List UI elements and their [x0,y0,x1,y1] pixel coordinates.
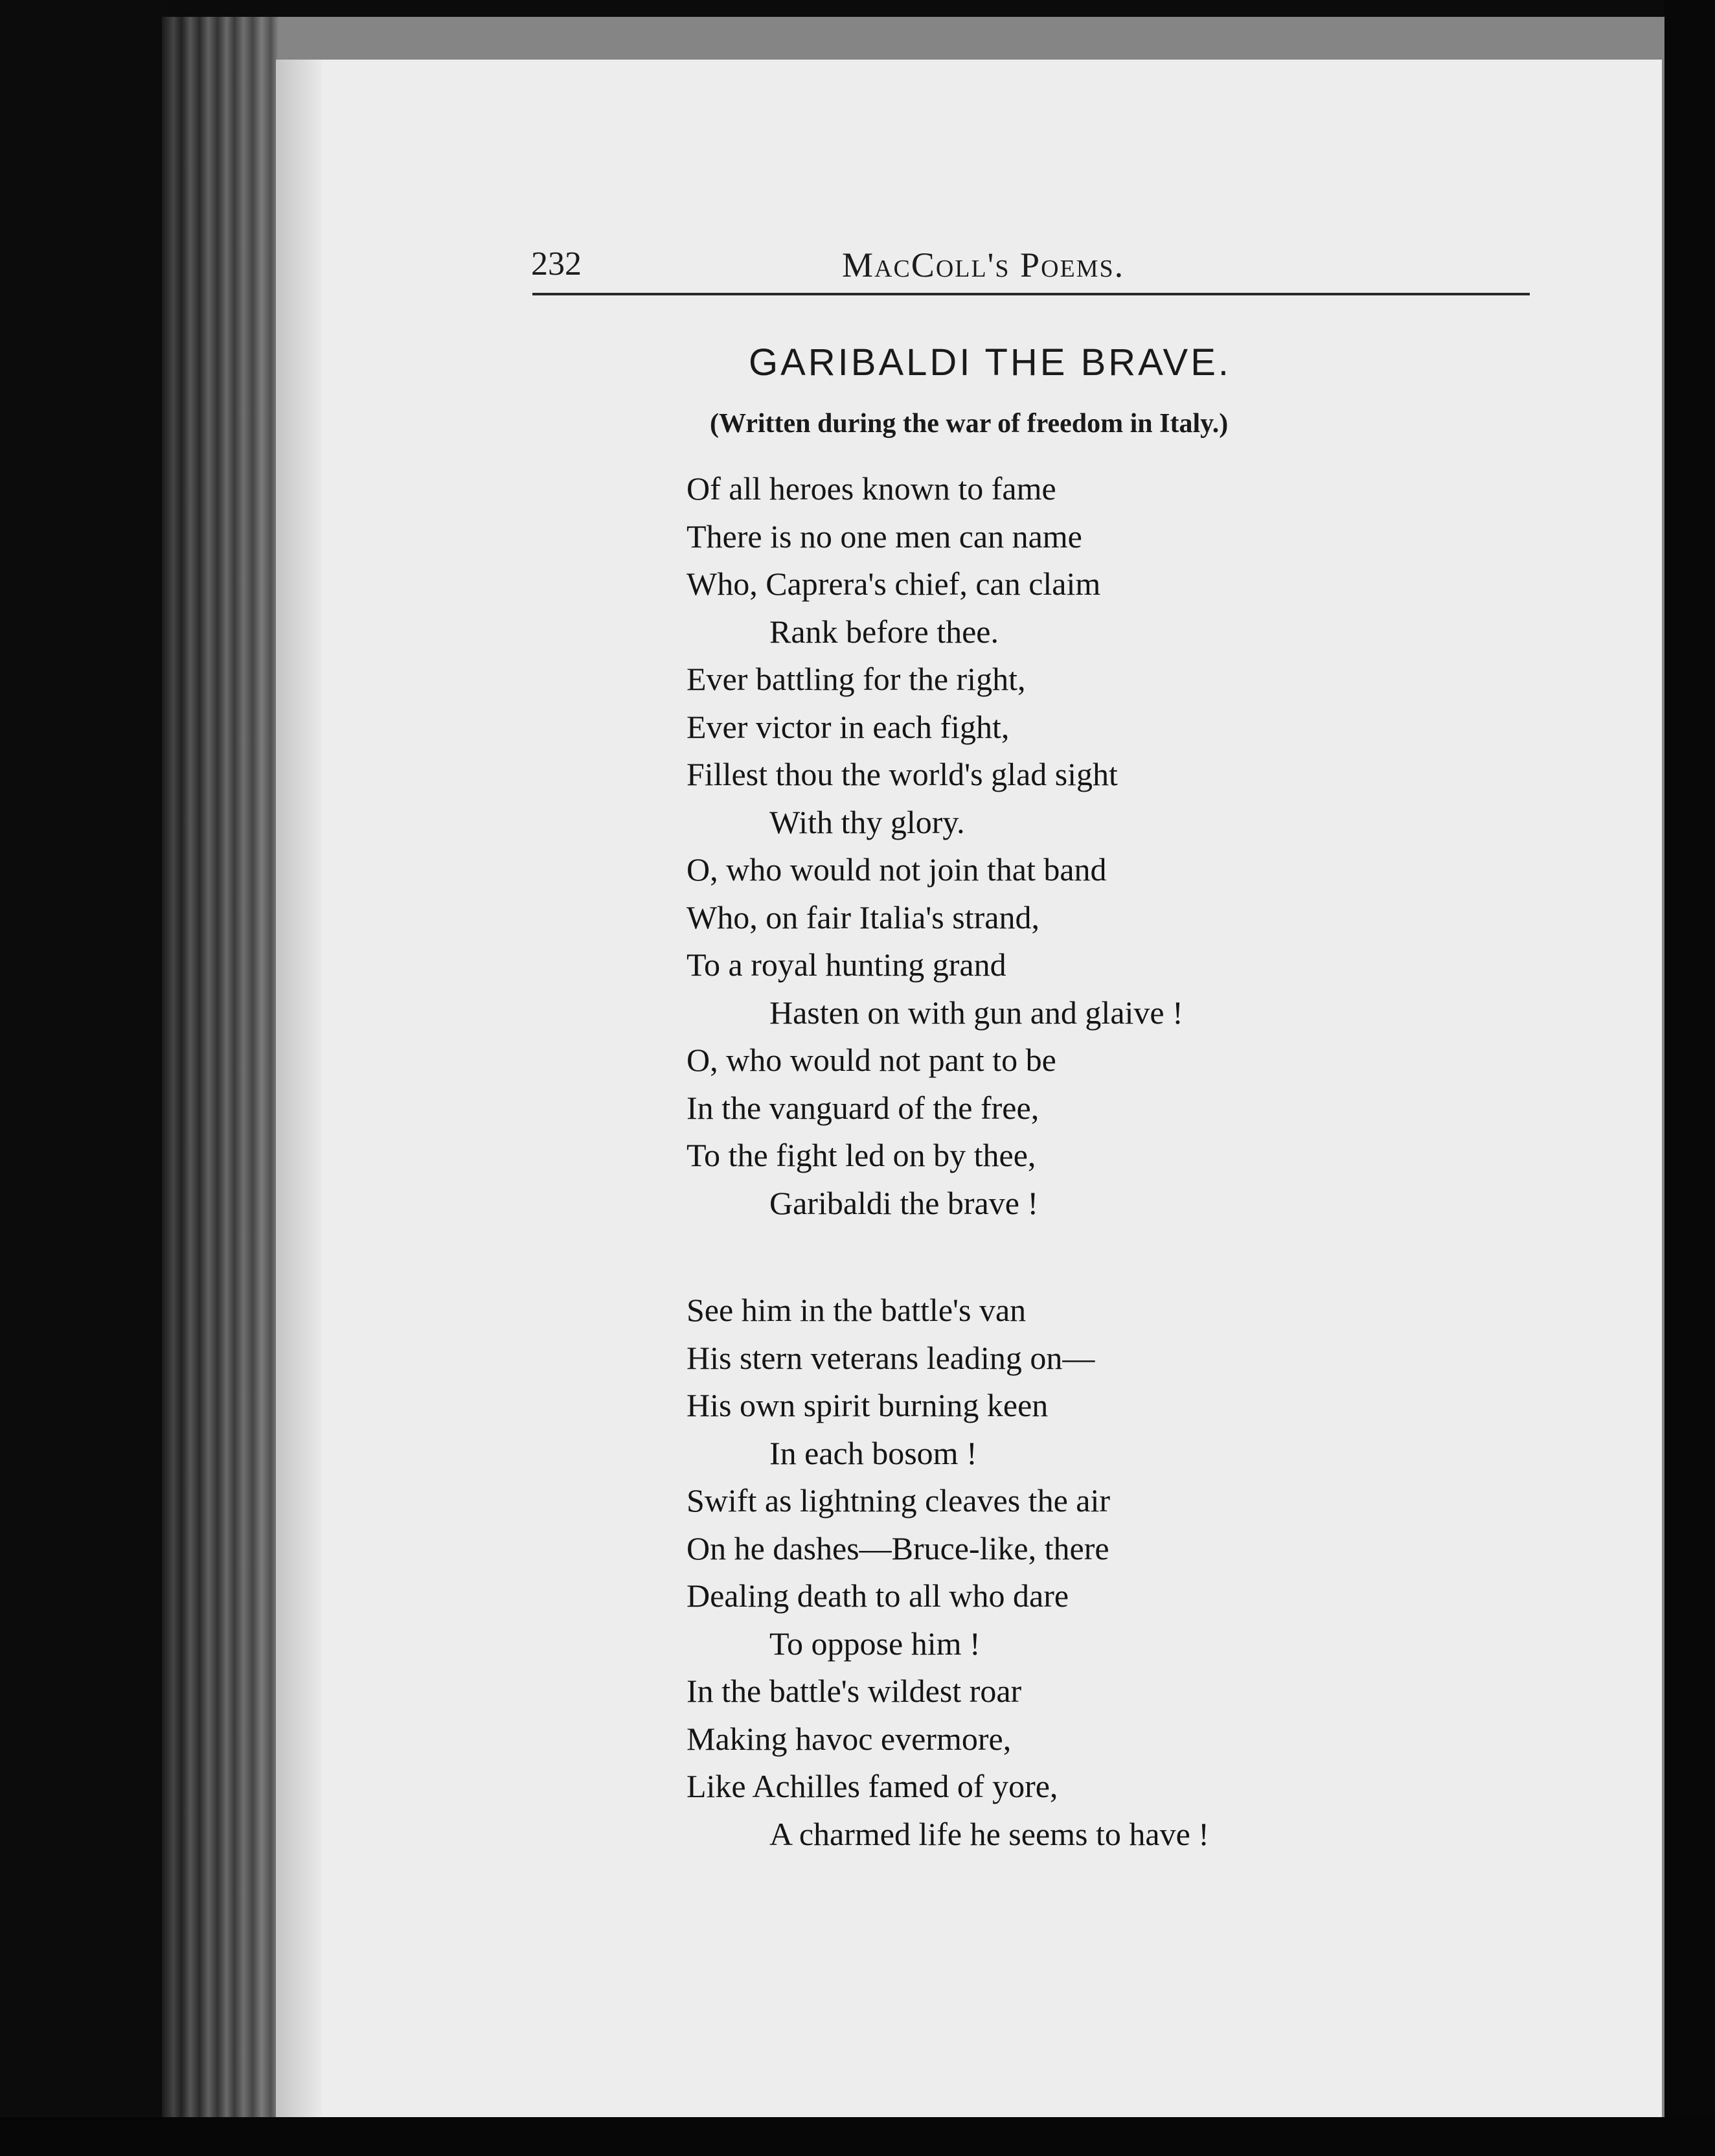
scan-border-bottom [0,2117,1715,2156]
poem-line: In the battle's wildest roar [687,1673,1022,1709]
header-rule [532,293,1530,295]
poem-line: Dealing death to all who dare [687,1577,1069,1614]
poem-line: His own spirit burning keen [687,1387,1049,1423]
poem-line: Fillest thou the world's glad sight [687,756,1118,792]
running-head: MacColl's Poems. [842,246,1125,284]
poem-title: GARIBALDI THE BRAVE. [749,341,1232,384]
poem-line: See him in the battle's van [687,1292,1027,1328]
poem-line: To the fight led on by thee, [687,1137,1036,1173]
poem-line: To oppose him ! [769,1625,981,1662]
poem-line: Swift as lightning cleaves the air [687,1482,1111,1519]
stanza-1 [687,465,1528,1227]
poem-line: Rank before thee. [769,613,999,650]
poem-line: His stern veterans leading on— [687,1339,1095,1376]
poem-body [687,465,1528,1918]
page-binding-shadow [276,60,321,2117]
poem-line: Who, Caprera's chief, can claim [687,566,1101,602]
poem-line: Hasten on with gun and glaive ! [769,994,1183,1031]
scan-border-left [0,0,168,2156]
poem-line: Making havoc evermore, [687,1720,1012,1757]
page-header [531,245,1528,297]
poem-line: O, who would not join that band [687,851,1107,888]
poem-line: To a royal hunting grand [687,946,1006,983]
poem-line: O, who would not pant to be [687,1042,1056,1078]
poem-line: A charmed life he seems to have ! [769,1815,1209,1852]
poem-line: In each bosom ! [769,1434,977,1471]
poem-line: Of all heroes known to fame [687,470,1056,507]
poem-line: Like Achilles famed of yore, [687,1768,1058,1804]
poem-line: On he dashes—Bruce-like, there [687,1530,1109,1566]
page-number: 232 [531,246,582,282]
poem-line: Garibaldi the brave ! [769,1184,1039,1221]
poem-line: Who, on fair Italia's strand, [687,899,1039,935]
scan-border-top [0,0,1715,17]
scan-border-right [1664,0,1715,2156]
poem-line: Ever victor in each fight, [687,708,1010,745]
stanza-2 [687,1287,1528,1858]
poem-subtitle: (Written during the war of freedom in Italy.) [710,409,1229,439]
poem-line: Ever battling for the right, [687,661,1026,697]
poem-line: There is no one men can name [687,518,1082,555]
poem-line: With thy glory. [769,803,965,840]
poem-line: In the vanguard of the free, [687,1089,1039,1126]
